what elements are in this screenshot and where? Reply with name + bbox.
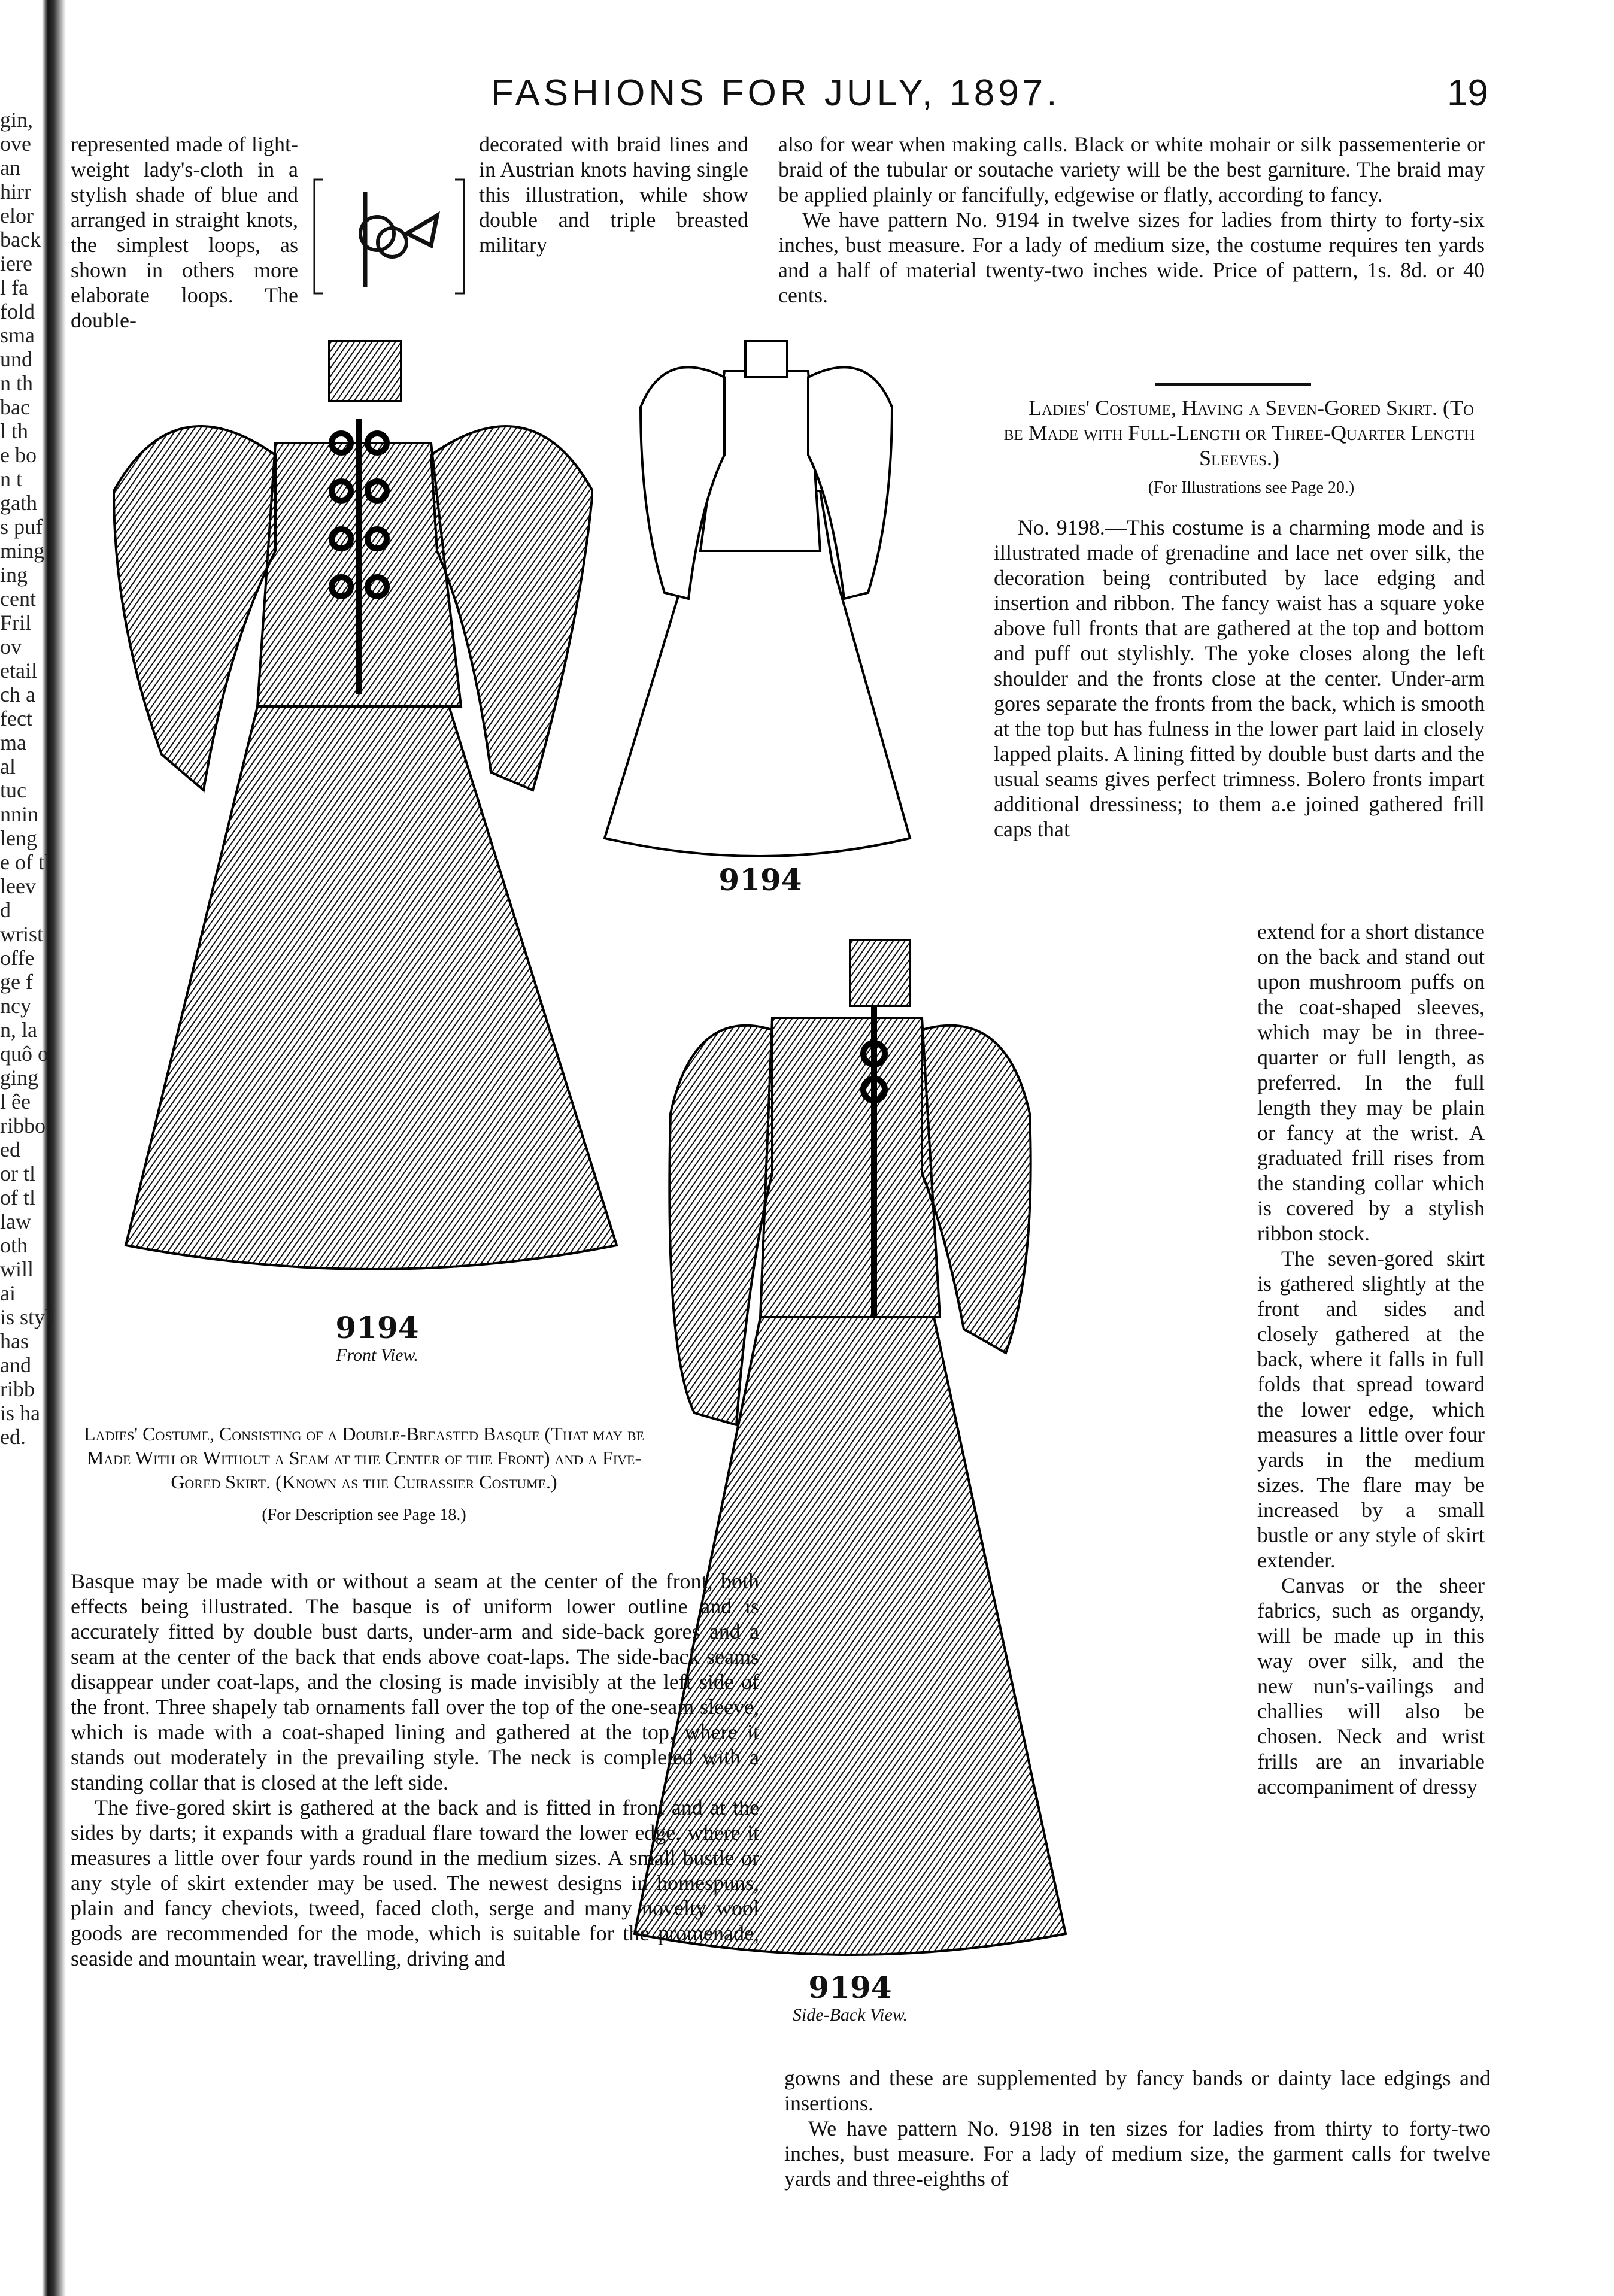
cut-off-word: Fril [0, 611, 32, 635]
cut-off-word: back [0, 228, 41, 251]
cut-off-word: tuc [0, 778, 26, 802]
cut-off-word: gath [0, 491, 37, 515]
article-body-wide [994, 515, 1485, 842]
cut-off-word: ging [0, 1066, 39, 1090]
cut-off-word: hirr [0, 180, 31, 204]
paragraph: Canvas or the sheer fabrics, such as organdy, will be made up in this way over silk, and the new nun's-vailings and challies will also be chosen. Neck and wrist frills are an invariable accompaniment of dressy [1257, 1573, 1485, 1798]
cut-off-word: s puf [0, 515, 43, 539]
figure-back-outline [593, 335, 928, 922]
cut-off-word: oth [0, 1233, 28, 1257]
figure-number: 9194 [718, 862, 802, 897]
cut-off-word: leev [0, 874, 36, 898]
cut-off-word: wrist [0, 922, 43, 946]
cut-off-word: ai [0, 1281, 16, 1305]
column-2-top-text [778, 132, 1485, 308]
cut-off-word: ch a [0, 683, 35, 706]
running-head: FASHIONS FOR JULY, 1897. [491, 72, 1061, 114]
article-heading: Ladies' Costume, Having a Seven-Gored Skirt. (To be Made with Full-Length or Three-Quarter Length Sleeves.) [1003, 396, 1475, 470]
bottom-left-text [71, 1569, 759, 1971]
cut-off-word: gin, [0, 108, 34, 132]
cut-off-word: elor [0, 204, 34, 228]
paragraph: gowns and these are supplemented by fancy bands or dainty lace edgings and insertions. [784, 2066, 1491, 2115]
cut-off-word: is ha [0, 1401, 40, 1425]
cut-off-word: quô o [0, 1042, 48, 1066]
figure-view-label: Side-Back View. [792, 2005, 908, 2025]
braid-knot-illustration [311, 168, 467, 311]
article-illustration-ref: (For Illustrations see Page 20.) [1148, 478, 1355, 497]
cut-off-word: ribbo [0, 1114, 45, 1138]
cut-off-word: l th [0, 419, 29, 443]
column-1-top-right-text [479, 132, 748, 257]
cut-off-word: ribb [0, 1377, 35, 1401]
paragraph: We have pattern No. 9194 in twelve sizes for ladies from thirty to forty-six inches, bust measure. For a lady of medium size, the costume requires ten yards and a half of material twenty-two inches wide. Price of pattern, 1s. 8d. or 40 cents. [778, 208, 1485, 307]
caption-ref: (For Description see Page 18.) [262, 1506, 466, 1524]
cut-off-word: or tl [0, 1161, 35, 1185]
paragraph: Basque may be made with or without a seam at the center of the front, both effects being illustrated. The basque is of uniform lower outline and is accurately fitted by double bust darts, under-arm and side-back gores and a seam at the center of the back that ends above coat-laps. The side-back seams disappear under coat-laps, and the closing is made invisibly at the left side of the front. Three shapely tab ornaments fall over the top of the one-seam sleeve, which is made with a coat-shaped lining and gathered at the top, where it stands out moderately in the prevailing style. The neck is completed with a standing collar that is closed at the left side. [71, 1569, 759, 1794]
paragraph: No. 9198.—This costume is a charming mode and is illustrated made of grenadine and lace net over silk, the decoration being contributed by lace edging and insertion and ribbon. The fancy waist has a square yoke above full fronts that are gathered at the top and bottom and puff out stylishly. The yoke closes along the left shoulder and the fronts close at the center. Under-arm gores separate the fronts from the back, which is smooth at the top but has fulness in the lower part laid in closely lapped plaits. A lining fitted by double bust darts and the usual seams gives perfect trimness. Bolero fronts impart additional dressiness; to them a.e joined gathered frill caps that [994, 515, 1485, 841]
cut-off-word: has [0, 1329, 29, 1353]
cut-off-word: an [0, 156, 20, 180]
cut-off-word: cent [0, 587, 36, 611]
cut-off-word: fect [0, 706, 32, 730]
cut-off-word: ncy [0, 994, 31, 1018]
article-heading-block [994, 395, 1485, 501]
cut-off-word: bac [0, 395, 30, 419]
paragraph: represented made of light-weight lady's-cloth in a stylish shade of blue and arranged in straight knots, the simplest loops, as shown in others more elaborate loops. The double- [71, 132, 298, 332]
figure-caption [71, 1422, 657, 1525]
paragraph: The five-gored skirt is gathered at the back and is fitted in front and at the sides by darts; it expands with a gradual flare toward the lower edge, where it measures a little over four yards round in the medium sizes. A small bustle or any style of skirt extender may be used. The newest designs in homespuns, plain and fancy cheviots, tweed, faced cloth, serge and many novelty wool goods are recommended for the mode, which is suitable for the promenade, seaside and mountain wear, travelling, driving and [71, 1795, 759, 1970]
cut-off-word: offe [0, 946, 35, 970]
column-1-top-text [71, 132, 298, 333]
figure-view-label: Front View. [336, 1345, 418, 1365]
article-body-bottom [784, 2066, 1491, 2191]
cut-off-word: n th [0, 371, 34, 395]
cut-off-word: al [0, 754, 16, 778]
paragraph: extend for a short distance on the back and stand out upon mushroom puffs on the coat-shaped sleeves, which may be in three-quarter or full length, as preferred. In the full length they may be plain or fancy at the wrist. A graduated frill rises from the standing collar which is covered by a stylish ribbon stock. [1257, 920, 1485, 1245]
cut-off-word: iere [0, 251, 32, 275]
cut-off-word: is styl [0, 1305, 51, 1329]
cut-off-word: ming [0, 539, 45, 563]
cut-off-word: n t [0, 467, 23, 491]
caption-text: Ladies' Costume, Consisting of a Double-Breasted Basque (That may be Made With or Without a Seam at the Center of the Front) and a Five-Gored Skirt. (Known as the Cuirassier Costume.) [84, 1423, 644, 1493]
cut-off-word: ove [0, 132, 31, 156]
cut-off-word: l fa [0, 275, 28, 299]
paragraph: The seven-gored skirt is gathered slightly at the front and sides and closely gathered at the back, where it falls in full folds that spread toward the lower edge, which measures a little over four yards in the medium sizes. The flare may be increased by a small bustle or any style of skirt extender. [1257, 1246, 1485, 1572]
article-body-narrow [1257, 919, 1485, 1799]
cut-off-word: ed [0, 1138, 20, 1161]
cut-off-word: e of tl [0, 850, 50, 874]
cut-off-word: ov [0, 635, 22, 659]
cut-off-word: of tl [0, 1185, 35, 1209]
cut-off-word: und [0, 347, 32, 371]
cut-off-left-column [0, 108, 71, 1449]
cut-off-word: ed. [0, 1425, 26, 1449]
cut-off-word: n, la [0, 1018, 37, 1042]
cut-off-word: etail [0, 659, 37, 683]
figure-number: 9194 [808, 1970, 892, 2005]
figure-number: 9194 [335, 1310, 419, 1345]
cut-off-word: sma [0, 323, 35, 347]
page-header [0, 72, 1614, 126]
cut-off-word: d [0, 898, 11, 922]
cut-off-word: ma [0, 730, 26, 754]
section-rule [1155, 383, 1311, 386]
cut-off-word: will [0, 1257, 34, 1281]
cut-off-word: fold [0, 299, 35, 323]
cut-off-word: and [0, 1353, 31, 1377]
cut-off-word: leng [0, 826, 37, 850]
cut-off-word: l êe [0, 1090, 31, 1114]
paragraph: also for wear when making calls. Black or white mohair or silk passementerie or braid of the tubular or soutache variety will be the best garniture. The braid may be applied plainly or fancifully, edgewise or flatly, according to fancy. [778, 132, 1485, 207]
cut-off-word: ge f [0, 970, 33, 994]
cut-off-word: ing [0, 563, 28, 587]
cut-off-word: e bo [0, 443, 37, 467]
cut-off-word: law [0, 1209, 31, 1233]
paragraph: We have pattern No. 9198 in ten sizes for ladies from thirty to forty-two inches, bust measure. For a lady of medium size, the garment calls for twelve yards and three-eighths of [784, 2116, 1491, 2191]
paragraph: decorated with braid lines and in Austrian knots having single this illustration, while show double and triple breasted military [479, 132, 748, 257]
cut-off-word: nnin [0, 802, 39, 826]
figure-front-view [78, 335, 676, 1365]
page-number: 19 [1447, 72, 1488, 114]
